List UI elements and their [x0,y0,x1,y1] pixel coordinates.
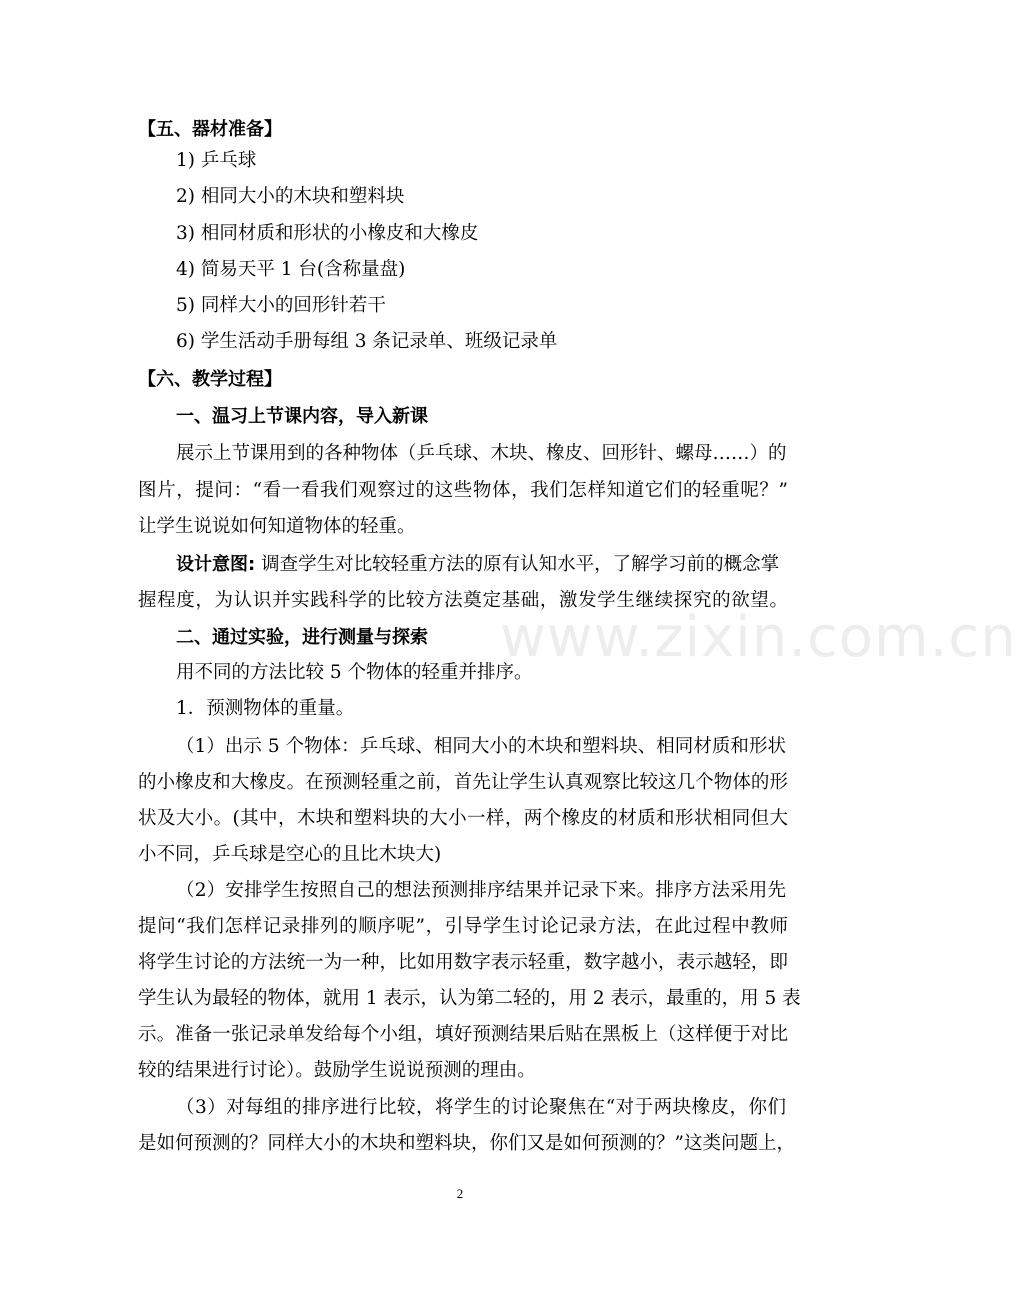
paragraph-line: 示。准备一张记录单发给每个小组，填好预测结果后贴在黑板上（这样便于对比 [138,1024,788,1045]
paragraph-line: 学生认为最轻的物体，就用 1 表示，认为第二轻的，用 2 表示，最重的，用 5 表 [138,988,801,1009]
design-intent-line [176,553,786,577]
design-intent-text: 调查学生对比较轻重方法的原有认知水平，了解学习前的概念掌 [255,554,780,575]
subsection-title-review: 一、温习上节课内容，导入新课 [176,406,428,427]
step-title: 1．预测物体的重量。 [176,698,355,719]
paragraph-line: 的小橡皮和大橡皮。在预测轻重之前，首先让学生认真观察比较这几个物体的形 [138,772,788,793]
design-intent-label: 设计意图: [176,554,256,575]
equipment-item: 3) 相同材质和形状的小橡皮和大橡皮 [176,223,479,244]
equipment-item: 2) 相同大小的木块和塑料块 [176,186,405,207]
paragraph-line: 展示上节课用到的各种物体（乒乓球、木块、橡皮、回形针、螺母……）的 [176,443,787,464]
equipment-item: 6) 学生活动手册每组 3 条记录单、班级记录单 [176,331,558,352]
subsection-title-experiment: 二、通过实验，进行测量与探索 [176,627,428,648]
paragraph-line: （1）出示 5 个物体：乒乓球、相同大小的木块和塑料块、相同材质和形状 [176,736,786,757]
paragraph-line: 小不同，乒乓球是空心的且比木块大) [138,844,442,865]
paragraph-line: 是如何预测的？同样大小的木块和塑料块，你们又是如何预测的？”这类问题上， [138,1133,795,1154]
paragraph-line: 状及大小。(其中，木块和塑料块的大小一样，两个橡皮的材质和形状相同但大 [138,808,788,829]
paragraph-line: 较的结果进行讨论）。鼓励学生说说预测的理由。 [138,1060,536,1081]
paragraph-line: 提问“我们怎样记录排列的顺序呢”，引导学生讨论记录方法，在此过程中教师 [138,916,788,937]
paragraph-line: 用不同的方法比较 5 个物体的轻重并排序。 [176,662,533,683]
paragraph-line: （2）安排学生按照自己的想法预测排序结果并记录下来。排序方法采用先 [176,880,786,901]
paragraph-line: （3）对每组的排序进行比较，将学生的讨论聚焦在“对于两块橡皮，你们 [176,1097,786,1118]
paragraph-line: 握程度，为认识并实践科学的比较方法奠定基础，激发学生继续探究的欲望。 [138,590,788,611]
watermark: www.zixin.com.cn [500,605,1017,670]
paragraph-line: 将学生讨论的方法统一为一种，比如用数字表示轻重，数字越小，表示越轻，即 [138,952,788,973]
section-heading-equipment: 【五、器材准备】 [138,119,282,140]
equipment-item: 5) 同样大小的回形针若干 [176,295,386,316]
paragraph-line: 让学生说说如何知道物体的轻重。 [138,516,416,537]
page-number: 2 [456,1186,464,1201]
equipment-item: 1) 乒乓球 [176,150,257,171]
section-heading-process: 【六、教学过程】 [138,369,282,390]
equipment-item: 4) 简易天平 1 台(含称量盘) [176,259,406,280]
paragraph-line: 图片，提问：“看一看我们观察过的这些物体，我们怎样知道它们的轻重呢？” [138,480,788,501]
